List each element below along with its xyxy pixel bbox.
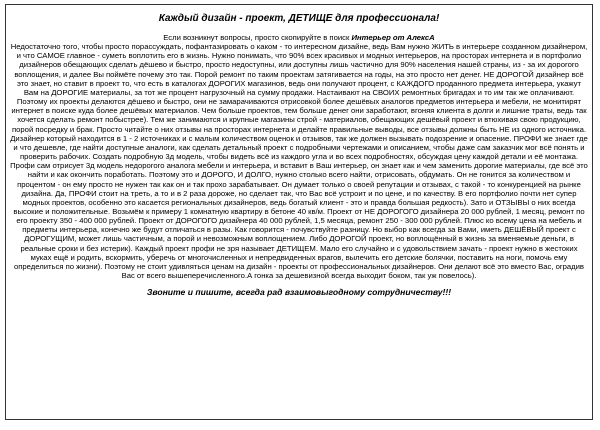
intro-highlight: Интерьер от АлексА — [351, 33, 435, 42]
document-page — [5, 4, 593, 420]
document-body — [10, 33, 588, 280]
intro-line — [10, 33, 588, 42]
intro-prefix: Если возникнут вопросы, просто скопируйте в поиск — [163, 33, 352, 42]
document-title: Каждый дизайн - проект, ДЕТИЩЕ для профессионала! — [158, 13, 440, 24]
body-paragraph: Недостаточно того, чтобы просто порассуждать, пофантазировать о каком - то интересном дизайне, ведь Вам нужно ЖИТЬ в интерьере созданном дизайнером, и что САМОЕ главное - суметь воплотить его в жизнь. Нужно понимать, что 90% всех красивых и модных интерьеров, на просторах интернета и в портфолио дизайнеров обещающих сделать дёшево и быстро, просто недоступны, или доступны лишь частично для 90% населения нашей страны, из - за их дорогого воплощения, и далее Вы поймёте почему это так. Порой ремонт по таким проектам затягивается на годы, на это просто нет денег. НЕ ДОРОГОЙ дизайнер всё это знает, но ставит в проект то, что есть в каталогах ДОРОГИХ магазинов, ведь они получают процент, с КАЖДОГО проданного предмета интерьера, укажут Вам на ДОРОГИЕ материалы, за тот же процент нагрузочный на сумму продажи. Настаивают на СВОИХ ремонтных бригадах и то им так же оплачивают. Поэтому их проекты делаются дёшево и быстро, они не замарачиваются отрисовкой более дешёвых аналогов предметов интерьера и мебели, не монитирят интернет в поиске куда более дешёвых материалов. Чем больше проектов, тем больше денег они заработают, вгоняя клиента в долги и лишние траты, ведь так хочется сделать ремонт побыстрее). Тем же занимаются и крупные магазины строй - материалов, обещающих дешёвый проект и втюхивая свою продукцию, порой посредку и брак. Просто читайте о них отзывы на просторах интернета и делайте правильные выводы, все отзывы должны быть НЕ из одного источника. Дизайнер который находится в 1 - 2 источниках и с малым количеством оценок и отзывов, так же должен вызывать подозрение и опасение. ПРОФИ же знает где и что дешевле, где найти доступные аналоги, как сделать детальный проект с подробными чертежами и описанием, чтобы даже сам заказчик мог всё понять и проверить рабочих. Создать подробную 3д модель, чтобы видеть всё из каждого угла и во всех подробностях, обсуждая цену каждой детали и её монтажа. Профи сам отрисует 3д модель недорогого аналога мебели и интерьера, и вставит в Ваш интерьер, он знает как и чем заменить дорогие материалы, где всё это найти и как окончить поработать. Поэтому это и ДОРОГО, И ДОЛГО, нужно столько всего найти, отрисовать, обдумать. Он не гонится за количеством и процентом - он ему просто не нужен так как он и так прохо зарабатывает. Он думает только о своей репутации и отзывах, с такой - то конкуренцией на рынке дизайна. Да, ПРОФИ стоит на треть, а то и в 2 раза дороже, но сделает так, что Вас всё устроит и по цене, и по качеству. В его портфолио почти нет супер модных проектов, особенно это касается региональных дизайнеров, ведь богатый клиент - это и правда большая редкость). Зато и ОТЗЫВЫ о них всегда высокие и положительные. Возьмём к примеру 1 комнатную квартиру в бетоне 40 кв/м. Проект от НЕ ДОРОГОГО дизайнера 20 000 рублей, 1 месяц, ремонт по его проекту 350 - 400 000 рублей. Проект от ДОРОГОГО дизайнера 40 000 рублей, 1,5 месяца, ремонт 250 - 300 000 рублей. Плюс ко всему цена на мебель и предметы интерьера, конечно же будут отличаться в разы. Как говорится - почувствуйте разницу. Но выбор как всегда за Вами, иметь ДЕШЁВЫЙ проект с ДОРОГУЩИМ, может лишь частичным, а порой и невозможным воплощением. Либо ДОРОГОЙ проект, но воплощённый в жизнь за вменяемые деньги, в реальные сроки и без истерик). Каждый проект профи не зря называет ДЕТИЩЕМ. Мало его случайно и с удовольствием зачать - проект нужно в жестоких муках ещё и родить, вскормить, уберечь от многочисленных и непредвиденных врагов, вылечить его детские болячки, поставить на ноги, помочь ему определиться по жизни). Поэтому не стоит удивляться ценам на дизайн - проекты от профессиональных дизайнеров. Они делают всё это вместо Вас, оградив Вас от всего вышеперечисленного.А гонка за дешевизной всегда выходит боком, так уж повелось). — [10, 42, 588, 281]
document-footer: Звоните и пишите, всегда рад взаимовыгодному сотрудничеству!!! — [146, 287, 452, 298]
